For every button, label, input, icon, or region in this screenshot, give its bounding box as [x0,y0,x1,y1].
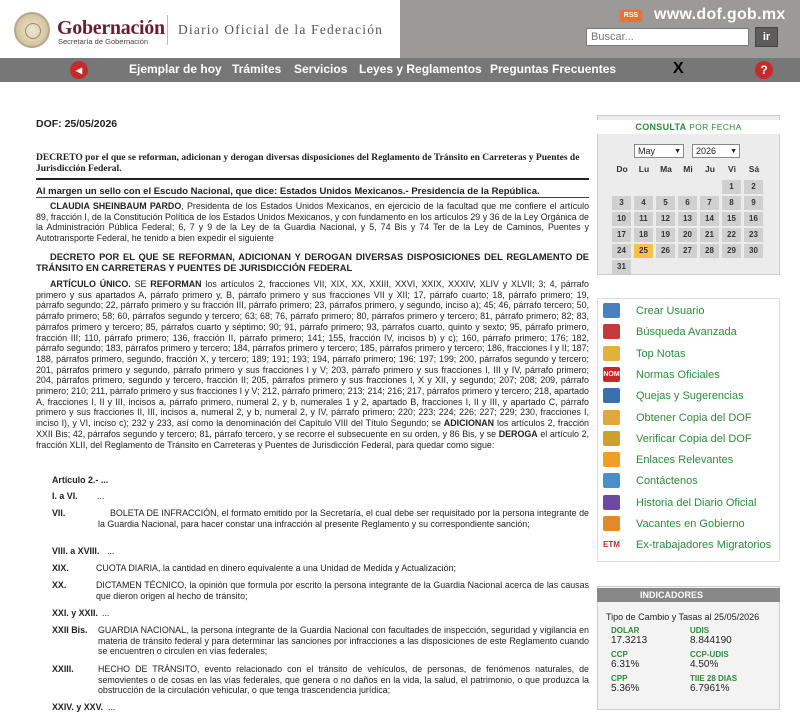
brand-name[interactable]: Gobernación [57,17,165,39]
calendar-header [597,120,780,134]
reforman-keyword: REFORMAN [150,279,202,289]
calendar-day[interactable]: 20 [678,228,697,242]
sidebar-link[interactable] [603,386,780,406]
mail-icon [603,388,620,403]
day-of-week-label: Ju [705,164,715,174]
year-select[interactable] [692,144,740,158]
calendar-day-today[interactable]: 25 [634,244,653,258]
chevron-down-icon: ▼ [730,148,737,155]
nav-ejemplar-de-hoy[interactable]: Ejemplar de hoy [129,62,222,76]
preamble-paragraph [36,201,589,244]
year-select-value: 2026 [696,146,717,156]
sidebar-link[interactable] [603,301,780,321]
calendar-day[interactable]: 8 [722,196,741,210]
decree-heading: DECRETO POR EL QUE SE REFORMAN, ADICIONAN Y DEROGAN DIVERSAS DISPOSICIONES DEL REGLAMENTO DE TRÁNSITO EN CARRETERAS Y PUENTES DE JURISDICCIÓN FEDERAL [36,252,589,273]
indicator-label: TIIE 28 DIAS [690,674,738,683]
contact-icon [603,473,620,488]
calendar-day[interactable]: 2 [744,180,763,194]
indicator-label: CCP [611,650,628,659]
sidebar-link[interactable] [603,365,780,385]
day-of-week-label: Sá [748,164,760,174]
calendar-day[interactable]: 19 [656,228,675,242]
articulo-unico-body2: los artículos 2, fracción XXII Bis; 42, párrafos segundo y tercero; 81, párrafo tercero, y se recorre el subsecuente en su orden, y 86 Bis, y se [36,418,589,439]
sidebar-link[interactable] [603,493,780,513]
indicator-value: 17.3213 [611,635,648,646]
document-title: DECRETO por el que se reforman, adicionan y derogan diversas disposiciones del Reglamento de Tránsito en Carreteras y Puentes de Jurisdicción Federal. [36,153,580,174]
item-label: XX. [52,580,67,590]
item-label: I. a VI. [52,491,78,501]
day-of-week-label: Mi [683,164,693,174]
calendar-day[interactable]: 29 [722,244,741,258]
item-label: XXIII. [52,664,74,674]
indicator-value: 6.31% [611,659,640,670]
calendar-day[interactable]: 26 [656,244,675,258]
brand-divider [167,15,168,45]
adicionan-keyword: ADICIONAN [443,418,495,429]
search-icon [603,324,620,339]
month-select[interactable] [634,144,684,158]
sidebar-link[interactable] [603,471,780,491]
indicator-label: CCP-UDIS [690,650,729,659]
sidebar-link[interactable] [603,514,780,534]
calendar-day[interactable]: 24 [612,244,631,258]
day-of-week-label: Do [616,164,628,174]
calendar-day[interactable]: 31 [612,260,631,274]
item-text: GUARDIA NACIONAL, la persona integrante de la Guardia Nacional con facultades de inspección, seguridad y vigilancia en materia de tránsito federal y para determinar las sanciones por infracciones a las disposiciones de este Reglamento cuando se encuentren o circulen en vías federales; [98,625,589,657]
title-rule [36,178,589,180]
calendar-day[interactable]: 3 [612,196,631,210]
calendar-day[interactable]: 16 [744,212,763,226]
sidebar-link[interactable] [603,450,780,470]
day-of-week-label: Vi [728,164,736,174]
search-button[interactable]: ir [755,27,778,47]
seal-rule [36,197,589,198]
calendar-day[interactable]: 6 [678,196,697,210]
sidebar-link[interactable] [603,408,780,428]
calendar-day[interactable]: 13 [678,212,697,226]
item-text: DICTAMEN TÉCNICO, la opinión que formula por escrito la persona integrante de la Guardia Nacional acerca de las causas que dieron origen al hecho de tránsito; [96,580,589,601]
sidebar-link-label: Historia del Diario Oficial [636,496,757,509]
rss-icon[interactable]: RSS [620,10,642,22]
item-label: XXIV. y XXV. [52,702,104,712]
nav-preguntas-frecuentes[interactable]: Preguntas Frecuentes [490,62,617,76]
calendar-day[interactable]: 11 [634,212,653,226]
calendar-day[interactable]: 14 [700,212,719,226]
day-of-week-label: Ma [660,164,672,174]
sidebar-link-label: Contáctenos [636,475,698,488]
sidebar-link[interactable] [603,535,780,555]
user-icon [603,303,620,318]
history-icon [603,495,620,510]
indicator-value: 4.50% [690,659,719,670]
item-text: CUOTA DIARIA, la cantidad en dinero equivalente a una Unidad de Medida y Actualización; [96,563,456,573]
dof-title: Diario Oficial de la Federación [178,22,384,37]
indicator-label: UDIS [690,626,710,635]
articulo-unico-se: SE [130,279,151,289]
etm-icon: ETM [603,540,620,550]
item-text: ... [97,491,105,501]
sidebar-link-label: Normas Oficiales [636,368,720,381]
item-label: XIX. [52,563,69,573]
sidebar-link-label: Quejas y Sugerencias [636,390,744,403]
item-text: BOLETA DE INFRACCIÓN, el formato emitido por la Secretaría, el cual debe ser requisitado por la persona integrante de la Guardia Nacional, para hacer constar una infracción al presente Reglamento y su correspondiente sanción; [98,508,589,529]
indicator-value: 5.36% [611,683,640,694]
calendar-day[interactable]: 4 [634,196,653,210]
articulo-2-label: Artículo 2.- ... [52,475,109,485]
calendar-day[interactable]: 12 [656,212,675,226]
item-label: XXII Bis. [52,625,88,635]
item-label: XXI. y XXII. [52,608,98,618]
calendar-day[interactable]: 21 [700,228,719,242]
item-label: VIII. a XVIII. [52,546,100,556]
main-nav [0,58,800,82]
chevron-down-icon: ▼ [674,148,681,155]
sidebar-link-label: Crear Usuario [636,305,705,317]
indicator-value: 8.844190 [690,635,732,646]
calendar-day[interactable]: 10 [612,212,631,226]
item-text: ... [102,608,110,618]
indicator-label: CPP [611,674,628,683]
item-text: ... [107,546,115,556]
nav-servicios[interactable]: Servicios [294,62,348,76]
sidebar-link-label: Enlaces Relevantes [636,454,734,467]
sidebar-link-label: Ex-trabajadores Migratorios [636,539,772,552]
calendar-day[interactable]: 22 [722,228,741,242]
calendar-header-bold: CONSULTA [635,122,687,132]
calendar-day[interactable]: 5 [656,196,675,210]
nom-icon: NOM [603,367,620,382]
calendar-day[interactable]: 18 [634,228,653,242]
calendar-day[interactable]: 7 [700,196,719,210]
indicator-value: 6.7961% [690,683,730,694]
preamble-text: , Presidenta de los Estados Unidos Mexicanos, en ejercicio de la facultad que me confiere el artículo 89, fracción I, de la Constitución Política de los Estados Unidos Mexicanos, y con fundamento en los artículos 29 y 36 de la Ley Orgánica de la Administración Pública Federal; 6, 7 y 9 de la Ley de la Guardia Nacional, y 5, 74 Bis y 74 Ter de la Ley de Caminos, Puentes y Autotransporte Federal, he tenido a bien expedir el siguiente [36,201,590,244]
sidebar-link-label: Vacantes en Gobierno [636,518,745,530]
calendar-day[interactable]: 15 [722,212,741,226]
sidebar-link-label: Búsqueda Avanzada [636,326,737,339]
star-icon [603,346,620,361]
seal-note: Al margen un sello con el Escudo Nacional, que dice: Estados Unidos Mexicanos.- Presidencia de la República. [36,186,540,197]
sidebar-link-label: Obtener Copia del DOF [636,411,752,424]
item-text: HECHO DE TRÁNSITO, evento relacionado con el tránsito de vehículos, de personas, de fenómenos naturales, de semovientes o de cosas en las vías federales, que genera o no daños en la vida, la salud, el patrimonio, o que produzca la obstrucción de la circulación vehicular, o que tenga trascendencia jurídica; [98,664,589,696]
calendar-day[interactable]: 17 [612,228,631,242]
day-of-week-label: Lu [638,164,650,174]
calendar-header-rest: POR FECHA [689,122,742,132]
help-icon[interactable]: ? [755,61,773,79]
document-date: DOF: 25/05/2026 [36,118,118,130]
calendar-day[interactable]: 23 [744,228,763,242]
site-url[interactable]: www.dof.gob.mx [654,6,786,23]
sidebar-link[interactable] [603,344,780,364]
articulo-unico-label: ARTÍCULO ÚNICO. [50,279,131,289]
deroga-keyword: DEROGA [498,428,538,439]
articulo-unico-body3: el artículo 2, fracción XLII, del Reglamento de Tránsito en Carreteras y Puentes de Jurisdicción Federal, para quedar como sigue: [36,428,590,450]
calendar-day[interactable]: 9 [744,196,763,210]
sidebar-link[interactable] [603,429,780,449]
gobernacion-seal-logo[interactable] [14,12,50,48]
check-icon [603,431,620,446]
sidebar-link[interactable] [603,322,780,342]
indicator-label: DOLAR [611,626,640,635]
calendar-day[interactable]: 30 [744,244,763,258]
nav-leyes-reglamentos[interactable]: Leyes y Reglamentos [359,62,482,76]
search-input[interactable] [586,28,749,46]
sidebar-link-label: Verificar Copia del DOF [636,432,752,445]
articulo-unico-paragraph [36,279,589,450]
star-link-icon [603,452,620,467]
sidebar-link-label: Top Notas [636,347,686,360]
x-social-icon[interactable]: X [673,60,684,77]
copy-icon [603,410,620,425]
month-select-value: May [638,146,656,156]
item-text: ... [108,702,116,712]
indicators-subtitle: Tipo de Cambio y Tasas al 25/05/2026 [606,612,760,622]
calendar-day[interactable]: 28 [700,244,719,258]
vacancy-icon [603,516,620,531]
nav-tramites[interactable]: Trámites [232,62,282,76]
item-label: VII. [52,508,66,518]
brand-subtitle: Secretaría de Gobernación [58,37,149,46]
calendar-day[interactable]: 1 [722,180,741,194]
articulo-unico-body: los artículos 2, fracciones VII, XIX, XX, XXIII, XXVI, XXIX, XXXIV, XLIV y XLVII; 3; 4, párrafo primero y sus apartados A, párrafo primero y, B, párrafo primero y sus fracciones VII y XII; 17, párrafo cuarto; 18, párrafo primero; 19, párrafo segundo; 22, párrafo primero y su fracción III, párrafo primero; 23, párrafos primero, y segundo, inciso a); 45; 46, párrafo tercero; 50, párrafo primero; 58; 60, párrafos segundo y tercero; 63; 68; 76, párrafo primero; 80, párrafos primero y tercero; 81, párrafo primero; 82; 83, párrafos primero y tercero; 85, párrafos cuarto y séptimo; 90; 91, párrafo primero; 93, párrafos cuarto, quinto y sexto; 95, párrafo primero, fracción III; 110, párrafo primero; 136, fracción II, párrafo primero; 141; 155, fracción IV, incisos b) y c); 160, párrafo primero; 176; 182, párrafo segundo; 183, párrafos primero y tercero; 184, párrafos primero y tercero; 185, párrafos primero y tercero; 186, fracciones I y II; 187; 188, párrafos primero, segundo, fracción X, y tercero; 189; 191; 193; 194, párrafo primero; 196; 197; 199; 200, párrafos segundo y tercero; 201, párrafos primero y segundo, párrafo primero y sus fracciones I y V; 203, párrafo primero y sus fracciones I, III y IV, párrafo primero; 204, párrafos primero, segundo y tercero, fracción II; 205, párrafos primero y sus fracciones I, X y XII, y segundo; 207; 208; 209, párrafo primero; 210; 211, párrafo primero y sus fracciones I y V; 212, párrafo primero; 213; 214; 216; 217, párrafos primero y tercero; 218, apartado A, fracciones I, II y III, incisos a, párrafo primero, numeral 2, y b, numerales 1 y 2, apartado B, fracciones I, II y III, y apartado C, párrafo primero y sus fracciones II, III, incisos a, numeral 2, y b, numeral 2, y IV, párrafo primero; 220; 223; 224; 226; 227; 229; 230, fracciones I, inciso I), y VI, inciso c); 232 y 233, así como la denominación del Capítulo VIII del Título Segundo; se [36,279,589,429]
indicators-header: INDICADORES [597,588,780,602]
back-arrow-icon[interactable]: ◂ [70,61,88,79]
calendar-day[interactable]: 27 [678,244,697,258]
president-name: CLAUDIA SHEINBAUM PARDO [50,201,182,211]
